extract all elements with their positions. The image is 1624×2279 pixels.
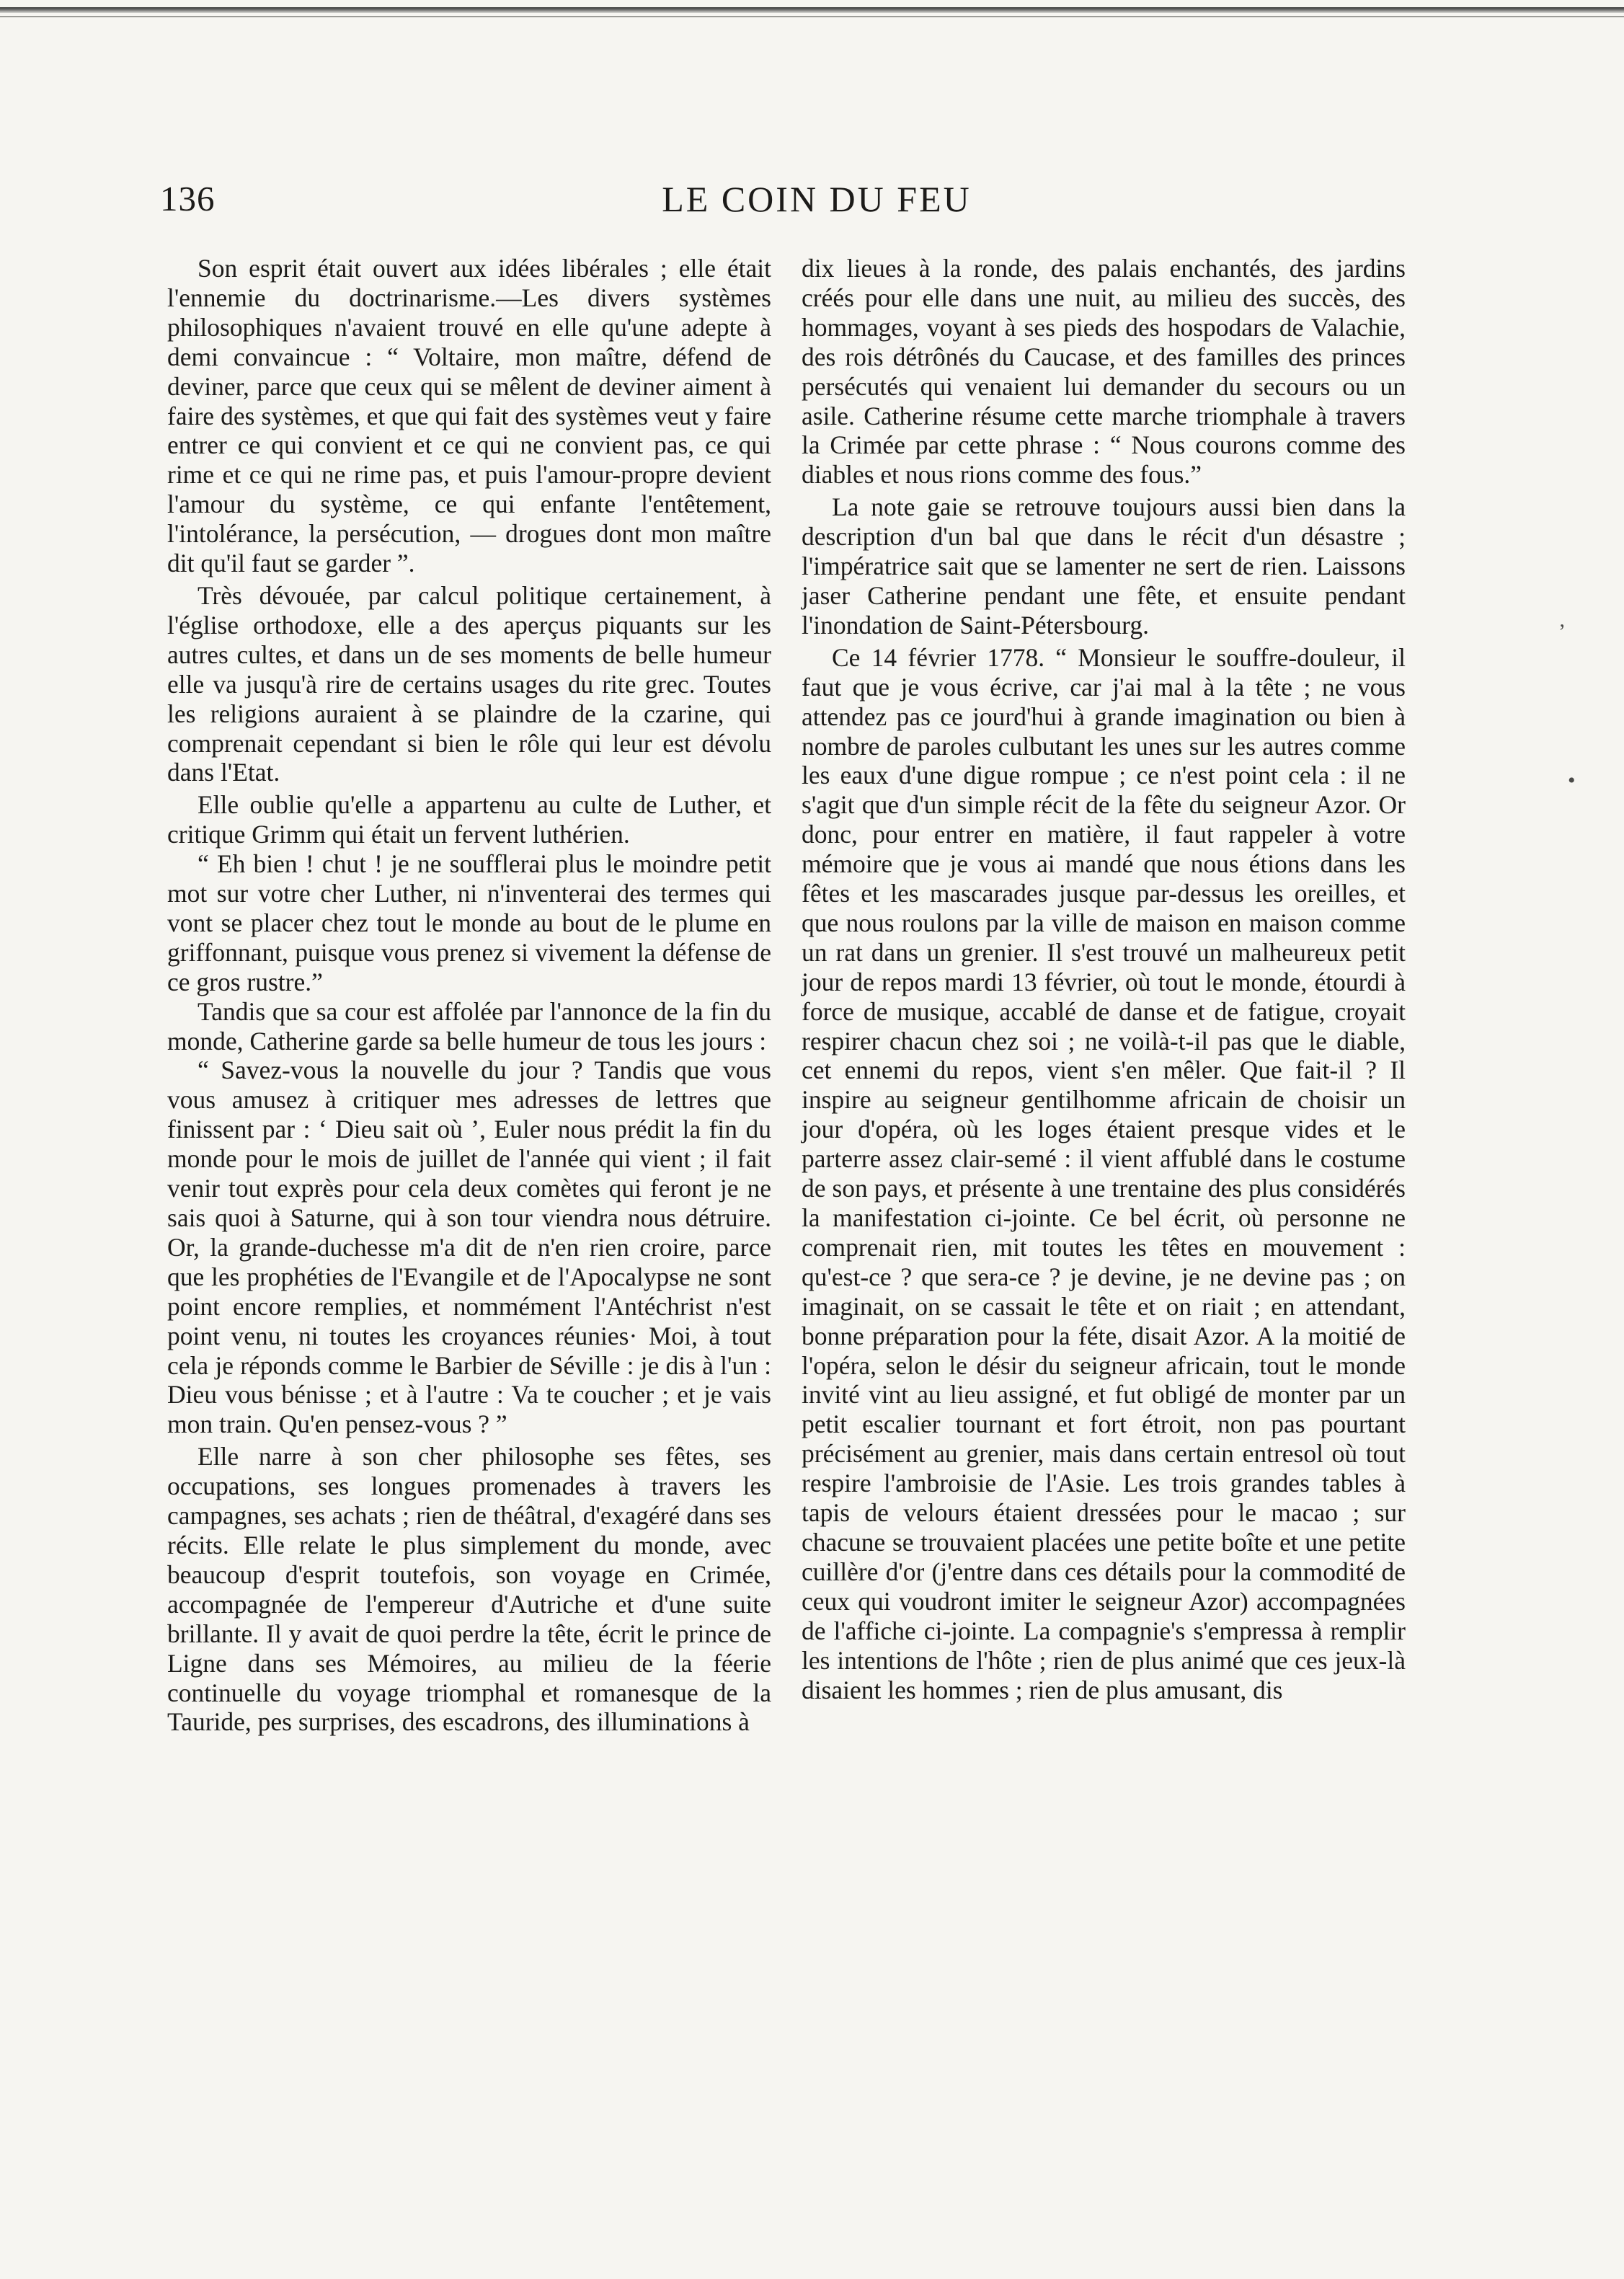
- top-border-rule-thin: [0, 16, 1624, 17]
- page-number: 136: [160, 179, 216, 218]
- paragraph: Ce 14 février 1778. “ Monsieur le souffre-douleur, il faut que je vous écrive, car j'ai mal à la tête ; ne vous attendez pas ce jourd'hui à grande imagination ou bien à nombre de paroles culbutant les unes sur les autres comme les eaux d'une digue rompue ; ce n'est point cela : il ne s'agit que d'un simple récit de la fête du seigneur Azor. Or donc, pour entrer en matière, il faut rappeler à votre mémoire que je vous ai mandé que nous étions dans les fêtes et les mascarades jusque par-dessus les oreilles, et que nous roulons par la ville de maison en maison comme un rat dans un grenier. Il s'est trouvé un malheureux petit jour de repos mardi 13 février, où tout le monde, étourdi à force de musique, accablé de danse et de fatigue, croyait respirer chacun chez soi ; ne voilà-t-il pas que le diable, cet ennemi du repos, vient s'en mêler. Que fait-il ? Il inspire au seigneur gentilhomme africain de choisir un jour d'opéra, où les loges étaient presque vides et le parterre assez clair-semé : il vient affublé dans le costume de son pays, et présente à une trentaine des plus considérés la manifestation ci-jointe. Ce bel écrit, où personne ne comprenait rien, mit toutes les têtes en mouvement : qu'est-ce ? que sera-ce ? je devine, je ne devine pas ; on imaginait, on se cassait le tête et on riait ; en attendant, bonne préparation pour la féte, disait Azor. A la moitié de l'opéra, selon le désir du seigneur africain, tout le monde invité vint au lieu assigné, et fut obligé de monter par un petit escalier tournant et fort étroit, non pas pourtant précisément au grenier, mais dans certain entresol où tout respire l'ambroisie de l'Asie. Les trois grandes tables à tapis de velours étaient dressées pour le macao ; sur chacune se trouvaient placées une petite boîte et une petite cuillère d'or (j'entre dans ces détails pour la commodité de ceux qui voudront imiter le seigneur Azor) accompagnées de l'affiche ci-jointe. La compagnie's s'empressa à remplir les intentions de l'hôte ; rien de plus animé que ces jeux-là disaient les hommes ; rien de plus amusant, dis: [802, 642, 1406, 1704]
- page-header: [160, 177, 1430, 228]
- running-title: LE COIN DU FEU: [662, 179, 972, 219]
- paragraph: Tandis que sa cour est affolée par l'annonce de la fin du monde, Catherine garde sa belle humeur de tous les jours :: [167, 996, 771, 1056]
- paragraph: Très dévouée, par calcul politique certainement, à l'église orthodoxe, elle a des aperçus piquants sur les autres cultes, et dans un de ses moments de belle humeur elle va jusqu'à rire de certains usages du rite grec. Toutes les religions auraient à se plaindre de la czarine, qui comprenait cependant si bien le rôle qui leur est dévolu dans l'Etat.: [167, 580, 771, 787]
- top-border-rule: [0, 7, 1624, 13]
- paragraph: Elle narre à son cher philosophe ses fêtes, ses occupations, ses longues promenades à travers les campagnes, ses achats ; rien de théâtral, d'exagéré dans ses récits. Elle relate le plus simplement du monde, avec beaucoup d'esprit toutefois, son voyage en Crimée, accompagnée de l'empereur d'Autriche et d'une suite brillante. Il y avait de quoi perdre la tête, écrit le prince de Ligne dans ses Mémoires, au milieu de la féerie continuelle du voyage triomphal et romanesque de la Tauride, pes surprises, des escadrons, des illuminations à: [167, 1442, 771, 1737]
- paragraph: Son esprit était ouvert aux idées libérales ; elle était l'ennemie du doctrinarisme.—Les divers systèmes philosophiques n'avaient trouvé en elle qu'une adepte à demi convaincue : “ Voltaire, mon maître, défend de deviner, parce que ceux qui se mêlent de deviner aiment à faire des systèmes, et que qui fait des systèmes veut y faire entrer ce qui convient et ce qui ne convient pas, ce qui rime et ce qui ne rime pas, et puis l'amour-propre devient l'amour du système, ce qui enfante l'entêtement, l'intolérance, la persécution, — drogues dont mon maître dit qu'il faut se garder ”.: [167, 254, 771, 578]
- left-column: [167, 254, 771, 1737]
- right-column: [802, 254, 1406, 1704]
- margin-speck: •: [1568, 769, 1576, 792]
- paragraph: “ Savez-vous la nouvelle du jour ? Tandis que vous vous amusez à critiquer mes adresses de lettres que finissent par : ‘ Dieu sait où ’, Euler nous prédit la fin du monde pour le mois de juillet de l'année qui vient ; il fait venir tout exprès pour cela deux comètes qui feront je ne sais quoi à Saturne, qui à son tour viendra nous détruire. Or, la grande-duchesse m'a dit de n'en rien croire, parce que les prophéties de l'Evangile et de l'Apocalypse ne sont point encore remplies, et nommément l'Antéchrist n'est point venu, ni toutes les croyances réunies· Moi, à tout cela je réponds comme le Barbier de Séville : je dis à l'un : Dieu vous bénisse ; et à l'autre : Va te coucher ; et je vais mon train. Qu'en pensez-vous ? ”: [167, 1056, 771, 1439]
- paragraph: “ Eh bien ! chut ! je ne soufflerai plus le moindre petit mot sur votre cher Luther, ni n'inventerai des termes qui vont se placer chez tout le monde au bout de le plume en griffonnant, puisque vous prenez si vivement la défense de ce gros rustre.”: [167, 849, 771, 996]
- paragraph: La note gaie se retrouve toujours aussi bien dans la description d'un bal que dans le récit d'un désastre ; l'impératrice sait que se lamenter ne sert de rien. Laissons jaser Catherine pendant une fête, et ensuite pendant l'inondation de Saint-Pétersbourg.: [802, 492, 1406, 640]
- margin-speck: ʼ: [1558, 620, 1566, 644]
- paragraph: dix lieues à la ronde, des palais enchantés, des jardins créés pour elle dans une nuit, au milieu des succès, des hommages, voyant à ses pieds des hospodars de Valachie, des rois détrônés du Caucase, et des familles des princes persécutés qui venaient lui demander du secours ou un asile. Catherine résume cette marche triomphale à travers la Crimée par cette phrase : “ Nous courons comme des diables et nous rions comme des fous.”: [802, 254, 1406, 490]
- paragraph: Elle oublie qu'elle a appartenu au culte de Luther, et critique Grimm qui était un fervent luthérien.: [167, 790, 771, 849]
